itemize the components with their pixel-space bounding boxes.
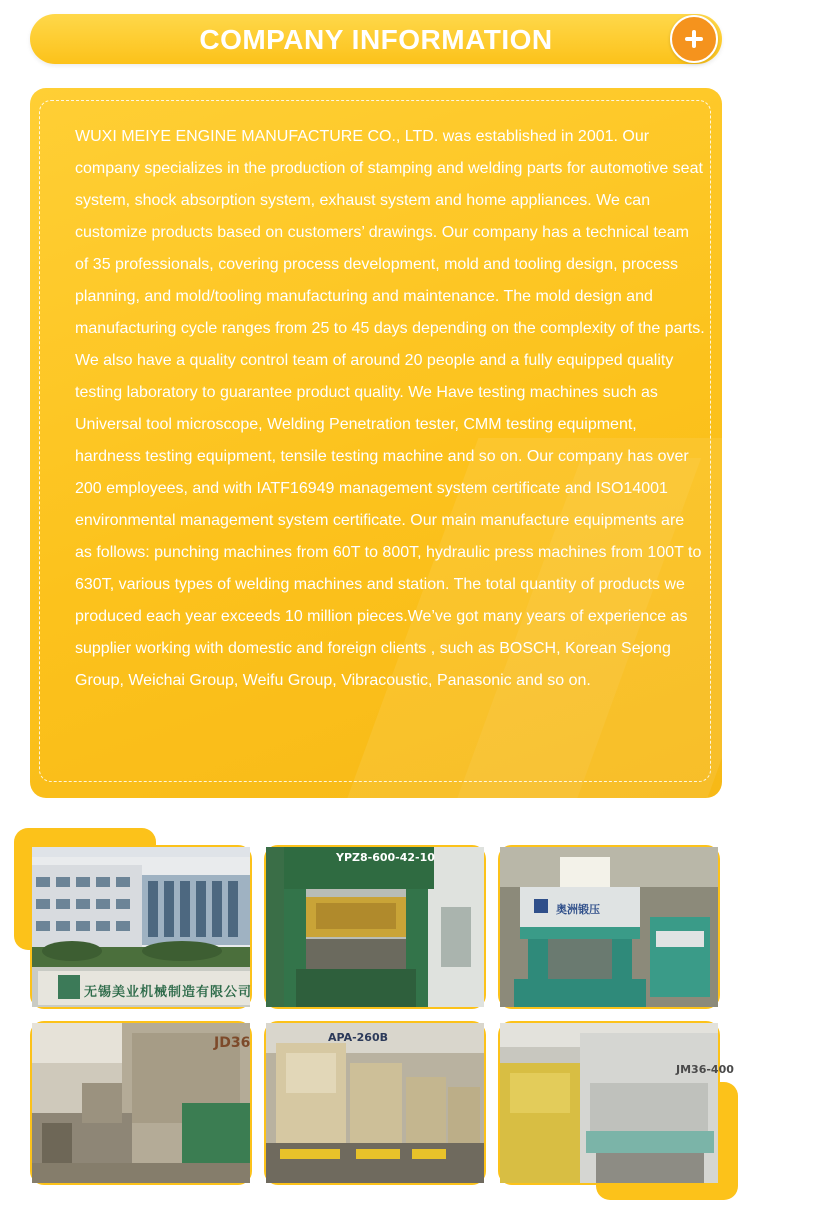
photo-jm36-press [498, 1021, 734, 1185]
photo-apa-press-row [264, 1021, 486, 1185]
company-info-panel [30, 88, 722, 798]
factory-sign: 无锡美业机械制造有限公司 [84, 985, 253, 1000]
section-title: COMPANY INFORMATION [199, 24, 553, 55]
press-plate: JD36 [214, 1035, 251, 1051]
photo-factory-building [30, 845, 252, 1009]
photo-jd36-press [30, 1021, 252, 1185]
green-press-image [266, 847, 484, 1007]
apa-press-image [266, 1023, 484, 1183]
company-description: WUXI MEIYE ENGINE MANUFACTURE CO., LTD. was established in 2001. Our company specializes in the production of stamping and welding parts for automotive seat system, shock absorption system, exhaust system and home appliances. We can customize products based on customers’ drawings. Our company has a technical team of 35 professionals, covering process development, mold and tooling design, process planning, and mold/tooling manufacturing and maintenance. The mold design and manufacturing cycle ranges from 25 to 45 days depending on the complexity of the parts. We also have a quality control team of around 20 people and a fully equipped quality testing laboratory to guarantee product quality. We Have testing machines such as Universal tool microscope, Welding Penetration tester, CMM testing equipment, hardness testing equipment, tensile testing machine and so on. Our company has over 200 employees, and with IATF16949 management system certificate and ISO14001 environmental management system certificate. Our main manufacture equipments are as follows: punching machines from 60T to 800T, hydraulic press machines from 100T to 630T, various types of welding machines and station. The total quantity of products we produced each year exceeds 10 million pieces.We’ve got many years of experience as supplier working with domestic and foreign clients , such as BOSCH, Korean Sejong Group, Weichai Group, Weifu Group, Vibracoustic, Panasonic and so on. [75, 128, 705, 689]
jm36-press-image [500, 1023, 718, 1183]
photo-hydraulic-press [498, 845, 720, 1009]
photo-green-press [264, 845, 486, 1009]
press-brand: 奥洲锻压 [556, 903, 600, 916]
press-plate: JM36-400 [676, 1063, 734, 1076]
expand-button[interactable] [670, 15, 718, 63]
hydraulic-press-image [500, 847, 718, 1007]
press-plate: APA-260B [328, 1031, 388, 1044]
plus-icon-stem [692, 30, 696, 48]
section-header [30, 14, 722, 64]
press-plate: YPZ8-600-42-10 [336, 851, 435, 864]
